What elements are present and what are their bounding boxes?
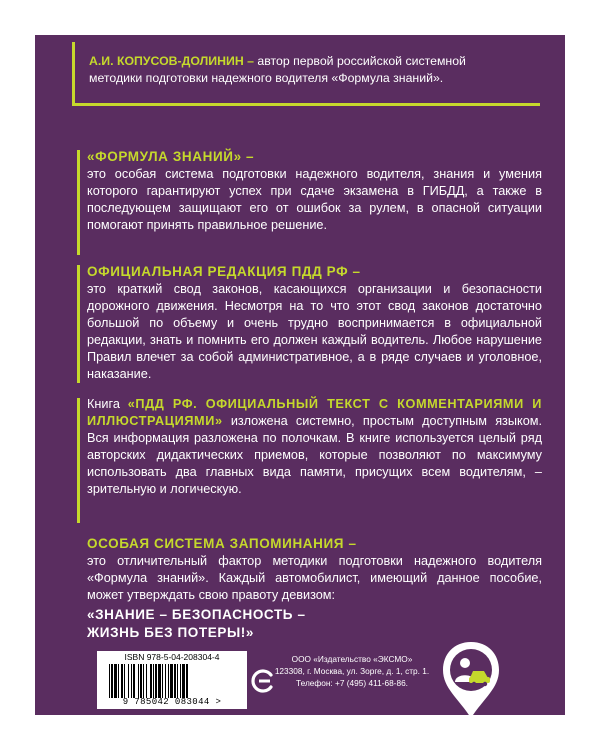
section-book [87, 396, 542, 498]
back-cover [35, 35, 565, 715]
barcode-bar [111, 664, 113, 698]
section-book-description: изложена системно, простым доступным языком. Вся информация разложена по полочкам. В книге используется целый ряд авторских дидактических приемов, которые позволяют по максимуму использовать два главных вида памяти, присущих всем водителям, – зрительную и логическую. [87, 414, 542, 496]
section-formula-text: это особая система подготовки надежного водителя, знания и умения которого гарантируют успех при сдаче экзамена в ГИБДД, а также в последующем защищают его от ошибок за рулем, в опасной ситуации помогают принять правильное решение. [87, 167, 542, 232]
barcode-bar [109, 664, 110, 698]
barcode-bar [146, 664, 147, 698]
driver-car-badge-icon [440, 640, 502, 720]
section-official-text: это краткий свод законов, касающихся организации и безопасности дорожного движения. Несмотря на то что этот свод законов достаточно большой по объему и очень трудно воспринимается в официальной редакции, знать и помнить его должен каждый водитель. Любое нарушение Правил влечет за собой административное, а в ряде случаев и уголовное, наказание. [87, 282, 542, 381]
publisher-phone: Телефон: +7 (495) 411-68-86. [296, 678, 408, 688]
barcode-bar [174, 664, 176, 698]
section-book-prefix: Книга [87, 397, 120, 411]
publisher-name: ООО «Издательство «ЭКСМО» [291, 654, 413, 664]
barcode-bar [133, 664, 135, 698]
section-formula [87, 148, 542, 234]
publisher-address: 123308, г. Москва, ул. Зорге, д. 1, стр. 1. [274, 666, 430, 676]
barcode-block [97, 651, 247, 709]
accent-bar [77, 265, 80, 383]
author-description-line2: методики подготовки надежного водителя «Формула знаний». [89, 71, 444, 85]
section-memory-heading: ОСОБАЯ СИСТЕМА ЗАПОМИНАНИЯ – [87, 536, 357, 551]
barcode-bar [114, 664, 117, 698]
barcode-bar [186, 664, 188, 698]
accent-bar [77, 398, 80, 523]
section-official-heading: ОФИЦИАЛЬНАЯ РЕДАКЦИЯ ПДД РФ – [87, 264, 361, 279]
barcode-digits: 9 785042 083044 > [122, 697, 222, 707]
isbn-text: ISBN 978-5-04-208304-4 [124, 652, 220, 662]
barcode-bar [128, 664, 129, 698]
barcode-bar [138, 664, 139, 698]
author-box [72, 42, 540, 106]
section-book-text [87, 396, 542, 498]
accent-bar [77, 150, 80, 255]
barcode-bar [170, 664, 173, 698]
barcode-bar [180, 664, 181, 698]
section-book-title: «ПДД РФ. ОФИЦИАЛЬНЫЙ ТЕКСТ С КОММЕНТАРИЯМИ И ИЛЛЮСТРАЦИЯМИ» [87, 397, 542, 428]
barcode-bar [182, 664, 185, 698]
barcode-bar [155, 664, 157, 698]
section-memory [87, 535, 542, 642]
barcode-bar [177, 664, 178, 698]
barcode-bar [153, 664, 154, 698]
barcode-bar [162, 664, 163, 698]
motto-line1: «ЗНАНИЕ – БЕЗОПАСНОСТЬ – [87, 607, 306, 622]
barcode-bar [121, 664, 123, 698]
barcode-bar [150, 664, 152, 698]
motto-line2: ЖИЗНЬ БЕЗ ПОТЕРЫ!» [87, 625, 254, 640]
section-formula-heading: «ФОРМУЛА ЗНАНИЙ» – [87, 149, 255, 164]
section-official [87, 263, 542, 383]
barcode-bar [168, 664, 169, 698]
barcode-bar [143, 664, 144, 698]
author-description-line1: автор первой российской системной [257, 54, 466, 68]
barcode [107, 664, 237, 698]
barcode-bar [131, 664, 132, 698]
publisher-info [267, 653, 437, 689]
author-name: А.И. КОПУСОВ-ДОЛИНИН – [89, 54, 254, 68]
section-memory-text: это отличительный фактор методики подготовки надежного водителя «Формула знаний». Каждый автомобилист, имеющий данное пособие, может утверждать свою правоту девизом: [87, 554, 542, 602]
barcode-bar [165, 664, 166, 698]
barcode-bar [124, 664, 125, 698]
barcode-bar [140, 664, 142, 698]
barcode-bar [158, 664, 161, 698]
barcode-bar [118, 664, 119, 698]
